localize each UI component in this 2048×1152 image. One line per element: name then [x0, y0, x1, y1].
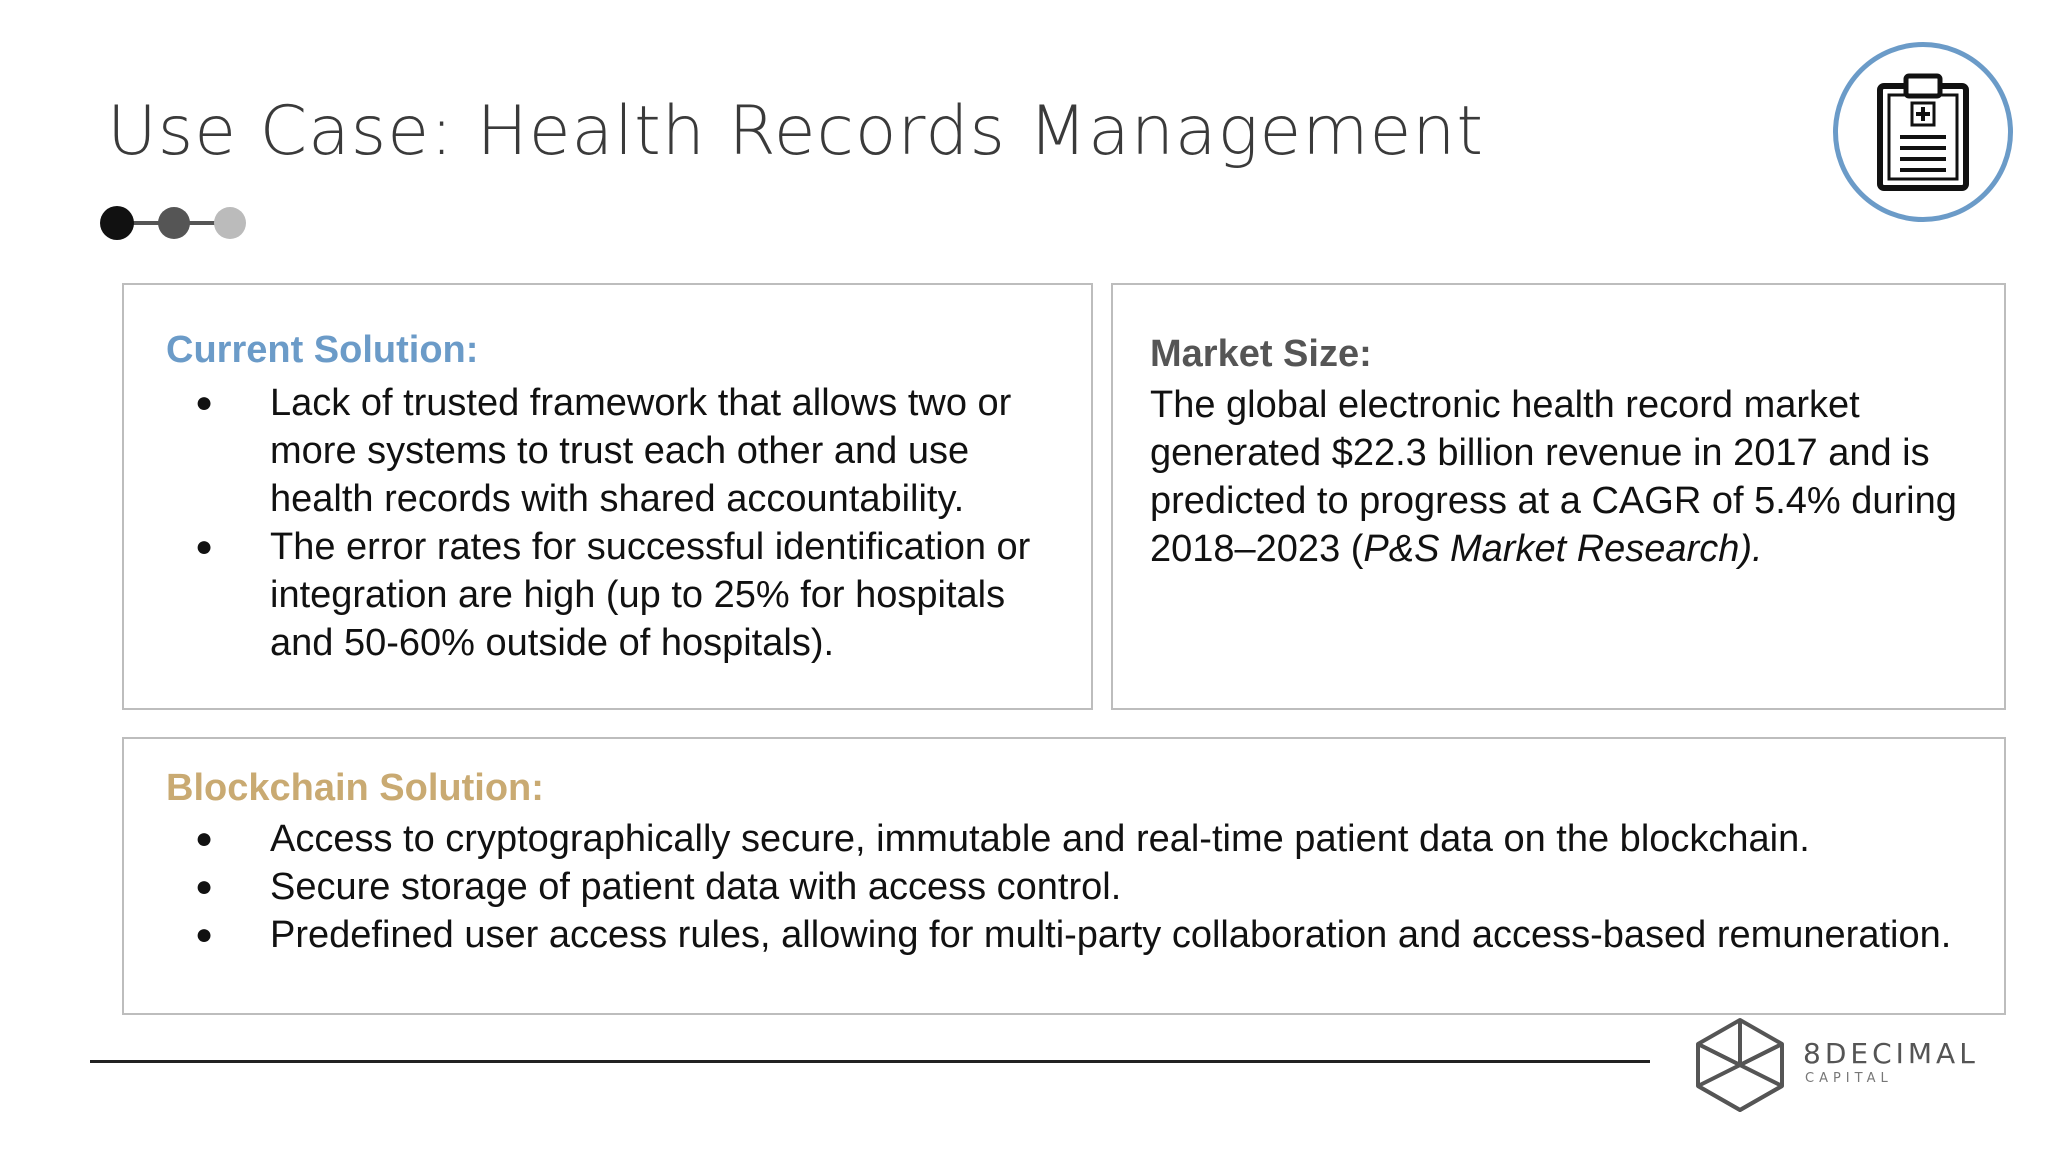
progress-dot-2 [158, 207, 190, 239]
current-solution-heading: Current Solution: [166, 329, 479, 371]
bullet-icon: ● [195, 870, 214, 903]
clipboard-medical-icon [1833, 42, 2013, 222]
list-item: ● Secure storage of patient data with access control. [124, 863, 1984, 911]
current-solution-panel [122, 283, 1093, 710]
blockchain-solution-panel [122, 737, 2006, 1015]
current-solution-list [124, 379, 1074, 667]
market-size-source: P&S Market Research). [1363, 528, 1763, 570]
company-logo [1690, 1015, 1990, 1115]
list-item: ● The error rates for successful identification or integration are high (up to 25% for hospitals and 50-60% outside of hospitals). [124, 523, 1074, 667]
bullet-icon: ● [195, 530, 214, 563]
bullet-icon: ● [195, 386, 214, 419]
bullet-icon: ● [195, 822, 214, 855]
logo-name: 8DECIMAL [1803, 1037, 1979, 1070]
blockchain-solution-heading: Blockchain Solution: [166, 767, 544, 809]
list-item: ● Predefined user access rules, allowing for multi-party collaboration and access-based remuneration. [124, 911, 1984, 959]
footer-divider [90, 1060, 1650, 1063]
logo-subtitle: CAPITAL [1805, 1071, 1893, 1086]
market-size-panel [1111, 283, 2006, 710]
market-size-heading: Market Size: [1150, 333, 1372, 375]
progress-dot-3 [214, 207, 246, 239]
list-item: ● Lack of trusted framework that allows two or more systems to trust each other and use health records with shared accountability. [124, 379, 1074, 523]
progress-indicator [100, 203, 260, 243]
list-item: ● Access to cryptographically secure, immutable and real-time patient data on the blockchain. [124, 815, 1984, 863]
cube-logo-icon [1690, 1015, 1790, 1115]
progress-dot-1 [100, 206, 134, 240]
blockchain-solution-list [124, 815, 1984, 959]
bullet-icon: ● [195, 918, 214, 951]
page-title: Use Case: Health Records Management [107, 92, 1485, 171]
market-size-text: The global electronic health record market generated $22.3 billion revenue in 2017 and is predicted to progress at a CAGR of 5.4% during 2018–2023 (P&S Market Research). [1150, 384, 1957, 570]
